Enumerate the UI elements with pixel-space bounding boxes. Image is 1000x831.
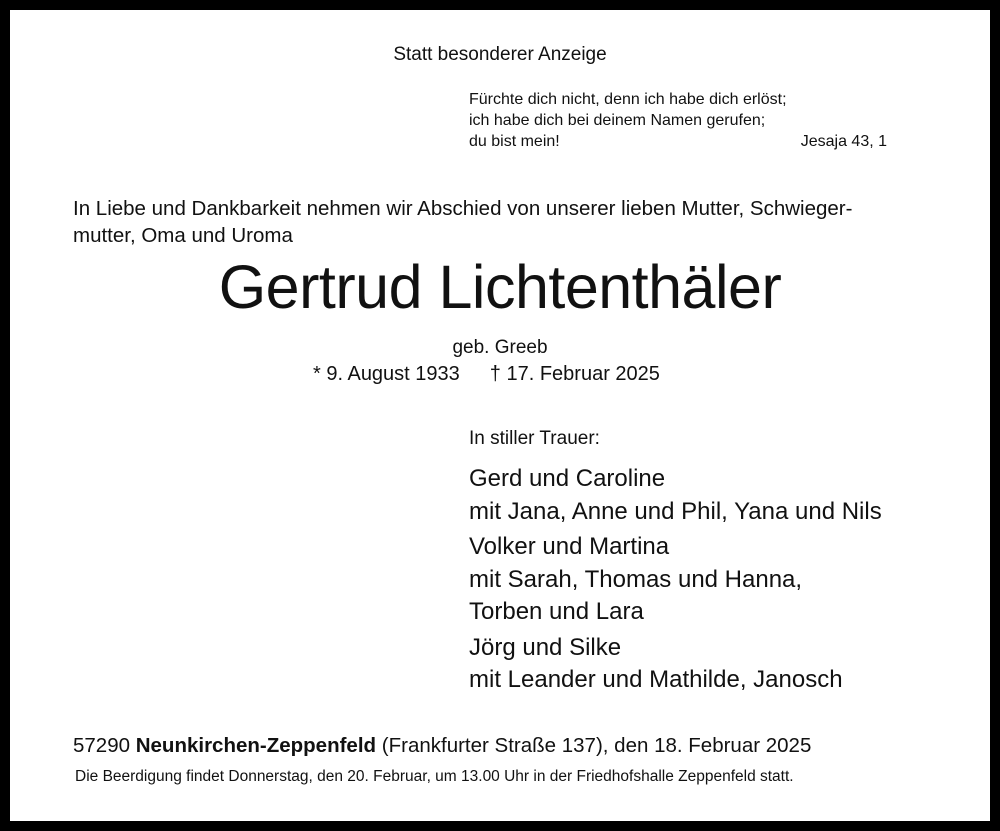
birth-name: geb. Greeb	[452, 337, 548, 358]
bible-verse	[469, 89, 887, 152]
mourner-line: Volker und Martina	[469, 533, 670, 560]
mourners-label: In stiller Trauer:	[469, 428, 600, 449]
intro-line: In Liebe und Dankbarkeit nehmen wir Abschied von unserer lieben Mutter, Schwieger-	[73, 197, 853, 220]
town-name: Neunkirchen-Zeppenfeld	[135, 734, 377, 757]
verse-line: Fürchte dich nicht, denn ich habe dich erlöst;	[469, 91, 787, 108]
mourner-group	[469, 531, 882, 629]
birth-date: * 9. August 1933	[313, 363, 460, 385]
mourners-list	[469, 463, 882, 700]
intro-line: mutter, Oma und Uroma	[73, 224, 293, 247]
address-and-date: (Frankfurter Straße 137), den 18. Februar 2025	[381, 734, 812, 757]
mourner-line: mit Sarah, Thomas und Hanna,	[469, 565, 803, 593]
mourner-line: Jörg und Silke	[469, 633, 622, 661]
life-dates	[313, 363, 660, 386]
verse-line: ich habe dich bei deinem Namen gerufen;	[469, 112, 766, 129]
mourner-group	[469, 463, 882, 528]
death-date: † 17. Februar 2025	[489, 363, 660, 385]
mourner-line: Gerd und Caroline	[469, 465, 666, 492]
deceased-name: Gertrud Lichtenthäler	[218, 253, 782, 321]
notice-header: Statt besonderer Anzeige	[393, 44, 607, 65]
mourner-group	[469, 632, 882, 697]
mourner-line: mit Leander und Mathilde, Janosch	[469, 666, 843, 693]
verse-reference: Jesaja 43, 1	[800, 133, 887, 150]
verse-line: du bist mein!	[469, 133, 560, 150]
intro-text	[73, 195, 852, 249]
mourner-line: Torben und Lara	[469, 598, 644, 625]
mourner-line: mit Jana, Anne und Phil, Yana und Nils	[469, 497, 882, 525]
postal-code: 57290	[73, 734, 131, 757]
place-and-date	[73, 734, 811, 758]
verse-last-row	[469, 131, 887, 152]
funeral-note: Die Beerdigung findet Donnerstag, den 20. Februar, um 13.00 Uhr in der Friedhofshalle Zeppenfeld statt.	[75, 768, 794, 785]
